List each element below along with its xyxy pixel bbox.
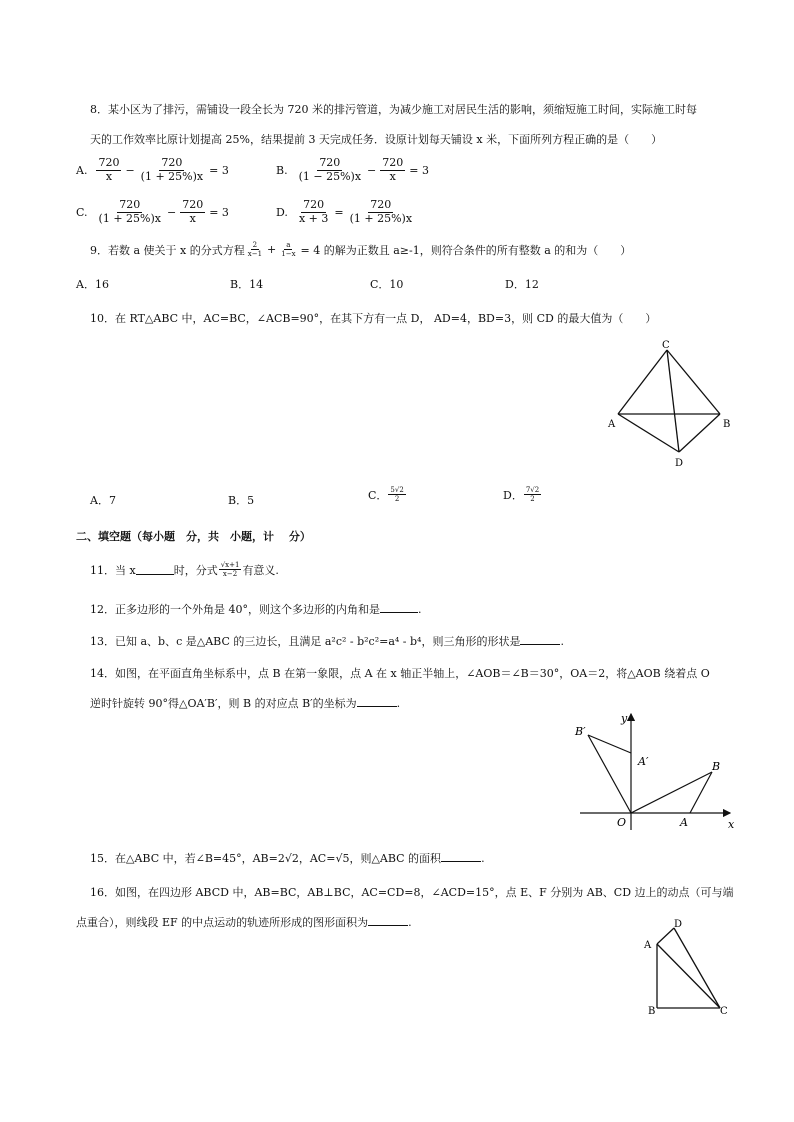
section-title-fill-blank: 二、填空题（每小题 分，共 小题，计 分） [76, 530, 311, 543]
option-label: D. [276, 205, 288, 219]
q16-figure [630, 910, 740, 1020]
q9-option-b: B．14 [230, 278, 264, 291]
q8-option-a: A. $\frac{720}{x}$ − $\frac{720}{(1 + 25\%)x}$ = 3 [76, 156, 229, 183]
label-c: C [662, 340, 670, 351]
label-b-prime: B′ [575, 725, 586, 738]
label-b: B [723, 419, 731, 430]
label-y: y [621, 712, 628, 725]
segment-cb [667, 350, 720, 414]
q10-option-b: B．5 [228, 494, 255, 507]
label-d: D [674, 919, 683, 930]
option-label: C. [76, 205, 88, 219]
q10-figure [600, 335, 750, 475]
q15-text: 15．在△ABC 中，若∠B=45°，AB=2√2，AC=√5，则△ABC 的面积 . [90, 852, 485, 865]
q10-option-a: A．7 [90, 494, 116, 507]
answer-blank[interactable] [136, 565, 174, 575]
q11-text: 11．当 x 时，分式 $\frac{√x+1}{x-2}$ 有意义. [90, 561, 279, 579]
answer-blank[interactable] [380, 603, 418, 613]
segment-ca [618, 350, 667, 414]
label-a-prime: A′ [638, 755, 649, 768]
q10-option-c: C． $\frac{5√2}{2}$ [368, 486, 404, 504]
q8-line2: 天的工作效率比原计划提高 25%，结果提前 3 天完成任务．设原计划每天铺设 x 米，下面所列方程正确的是（ ） [90, 133, 663, 146]
label-o: O [617, 816, 627, 829]
q10-text: 10．在 RT△ABC 中，AC=BC，∠ACB=90°，在其下方有一点 D， AD=4，BD=3，则 CD 的最大值为（ ） [90, 312, 657, 325]
q14-line2: 逆时针旋转 90°得△OA′B′，则 B 的对应点 B′的坐标为 . [90, 697, 401, 710]
segment-ad [618, 414, 679, 452]
q8-option-c: C. $\frac{720}{(1 + 25\%)x}$ − $\frac{720}{x}$ = 3 [76, 198, 229, 225]
answer-blank[interactable] [520, 635, 560, 645]
answer-blank[interactable] [368, 916, 408, 926]
q9-option-c: C．10 [370, 278, 404, 291]
answer-blank[interactable] [441, 852, 481, 862]
label-b: B [712, 760, 721, 773]
q8-line1: 8．某小区为了排污，需铺设一段全长为 720 米的排污管道，为减少施工对居民生活的影响，须缩短施工时间，实际施工时每 [90, 103, 697, 116]
q8-option-d: D. $\frac{720}{x + 3}$ = $\frac{720}{(1 + 25\%)x}$ [276, 198, 413, 225]
option-label: B. [276, 163, 288, 177]
label-d: D [675, 458, 684, 469]
q16-line1: 16．如图，在四边形 ABCD 中，AB=BC，AB⊥BC，AC=CD=8，∠ACD=15°，点 E、F 分别为 AB、CD 边上的动点（可与端 [90, 886, 734, 899]
q14-line1: 14．如图，在平面直角坐标系中，点 B 在第一象限，点 A 在 x 轴正半轴上，∠AOB＝∠B＝30°，OA＝2，将△AOB 绕着点 O [90, 667, 710, 680]
segment-a1b1 [588, 735, 631, 753]
q14-figure [570, 708, 745, 833]
q12-text: 12．正多边形的一个外角是 40°，则这个多边形的内角和是 . [90, 603, 422, 616]
segment-cd [667, 350, 679, 452]
label-a: A [680, 816, 688, 829]
q13-text: 13．已知 a、b、c 是△ABC 的三边长，且满足 a²c² - b²c²=a⁴ - b⁴，则三角形的形状是 . [90, 635, 564, 648]
label-c: C [720, 1006, 728, 1017]
q10-option-d: D． $\frac{7√2}{2}$ [503, 486, 540, 504]
q8-option-b: B. $\frac{720}{(1 - 25\%)x}$ − $\frac{720}{x}$ = 3 [276, 156, 429, 183]
answer-blank[interactable] [357, 697, 397, 707]
label-x: x [728, 818, 735, 831]
label-a: A [608, 419, 616, 430]
q9-text: 9．若数 a 使关于 x 的分式方程 $\frac{2}{x-1}$ + $\frac{a}{1-x}$ = 4 的解为正数且 a≥-1，则符合条件的所有整数 a 的和为（ ） [90, 241, 632, 259]
q9-option-a: A．16 [76, 278, 109, 291]
q16-line2: 点重合），则线段 EF 的中点运动的轨迹所形成的图形面积为 . [76, 916, 412, 929]
segment-ad [657, 928, 674, 944]
label-b: B [648, 1006, 656, 1017]
segment-ob [631, 772, 712, 813]
segment-bd [679, 414, 720, 452]
segment-ob1 [588, 735, 631, 813]
label-a: A [644, 940, 652, 951]
option-label: A. [76, 163, 88, 177]
q9-option-d: D．12 [505, 278, 539, 291]
